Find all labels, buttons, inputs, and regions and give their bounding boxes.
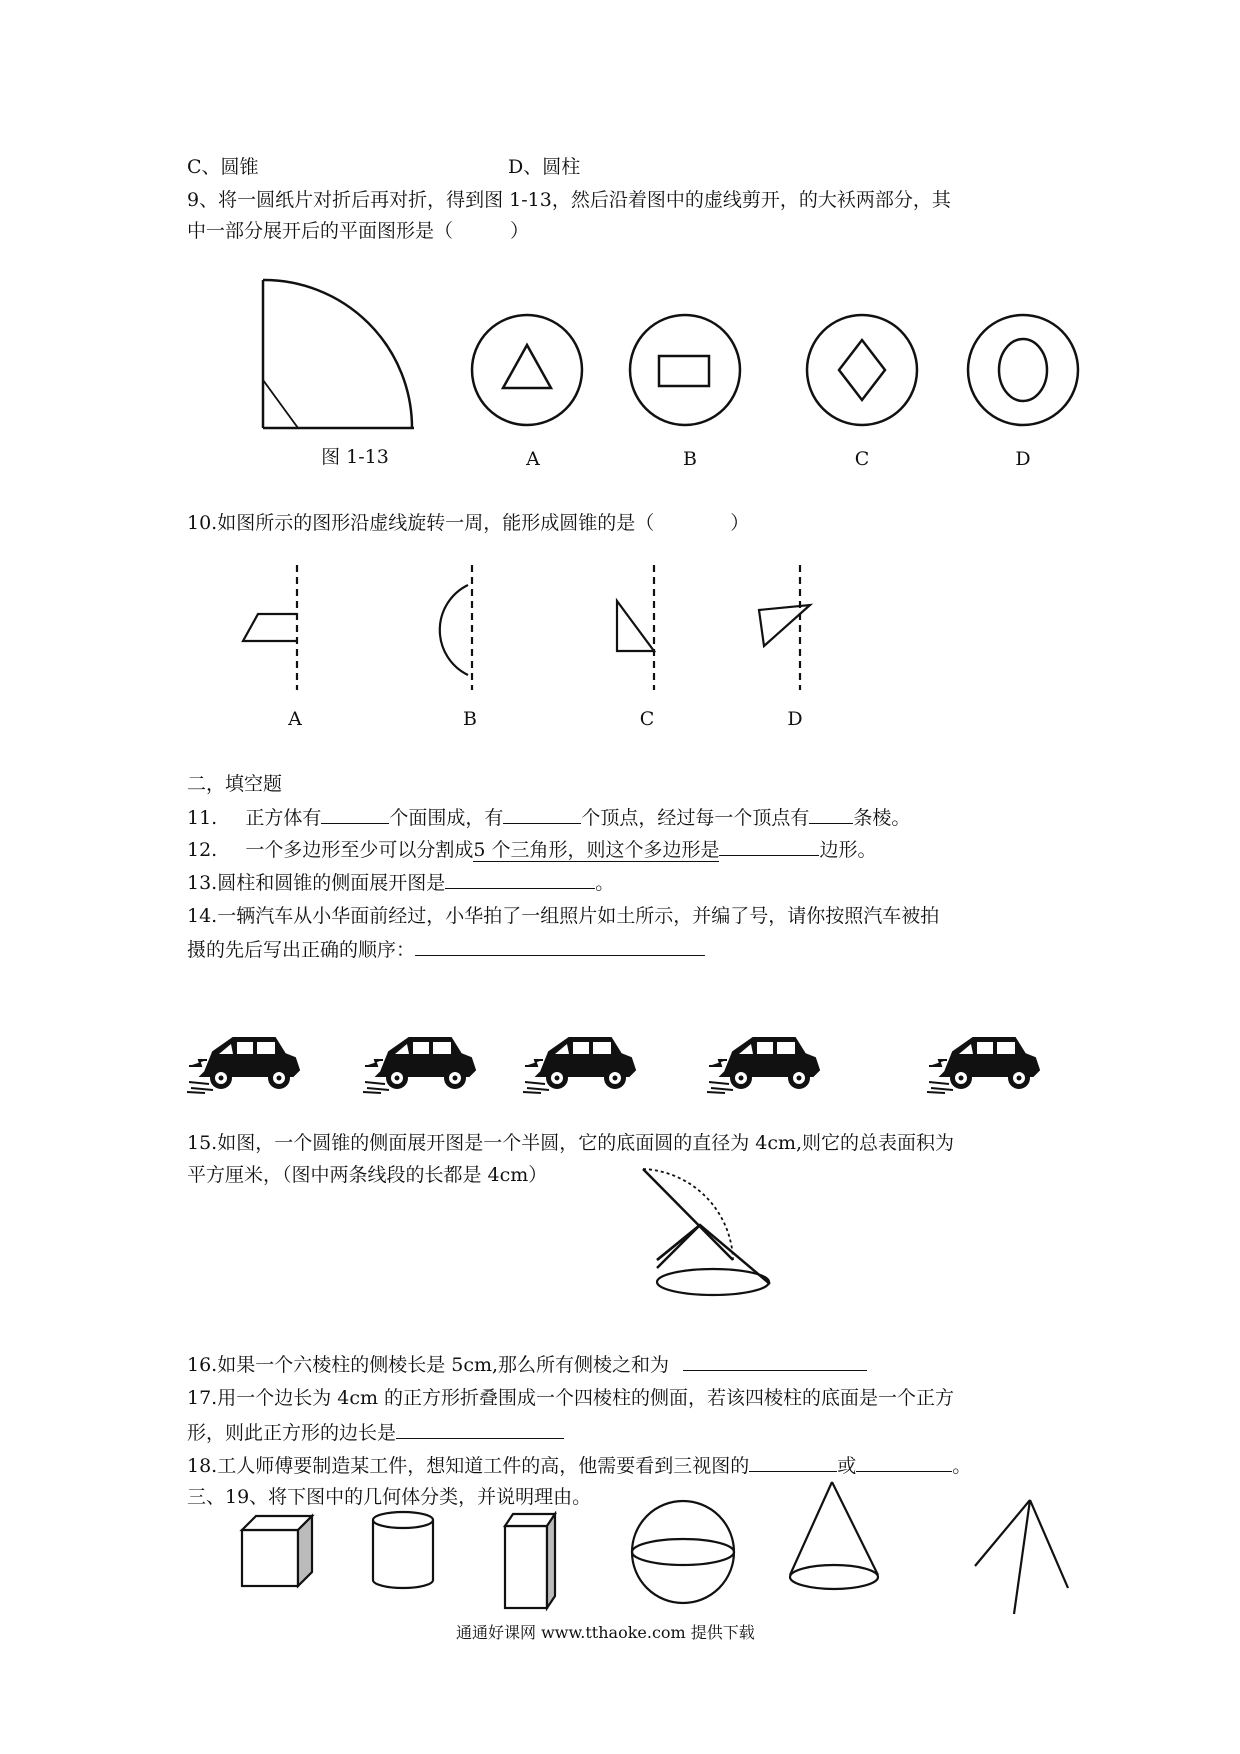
q10-label-a: A bbox=[288, 708, 302, 730]
section3-q19: 三、19、将下图中的几何体分类，并说明理由。 bbox=[187, 1486, 592, 1508]
car-photo-3 bbox=[523, 1038, 635, 1093]
q9-label-fig: 图 1-13 bbox=[321, 446, 389, 468]
q9-option-d-figure bbox=[968, 315, 1078, 425]
q11-part4: 条棱。 bbox=[853, 807, 911, 829]
q11-part3: 个顶点，经过每一个顶点有 bbox=[581, 807, 810, 829]
q9-line1: 9、将一圆纸片对折后再对折，得到图 1-13，然后沿着图中的虚线剪开，的大袄两部分，其 bbox=[187, 189, 951, 211]
q9-line2: 中一部分展开后的平面图形是（ ） bbox=[187, 220, 530, 242]
q17-line2-text: 形，则此正方形的边长是 bbox=[187, 1422, 397, 1444]
q10-option-b-figure bbox=[440, 565, 472, 690]
q11-part2: 个面围成，有 bbox=[389, 807, 504, 829]
q17-line1: 17.用一个边长为 4cm 的正方形折叠围成一个四棱柱的侧面，若该四棱柱的底面是一个正方 bbox=[187, 1387, 955, 1409]
q10-option-a-figure bbox=[243, 565, 297, 690]
q19-cone bbox=[790, 1482, 878, 1589]
q8-option-d: D、圆柱 bbox=[508, 156, 581, 178]
section2-title: 二，填空题 bbox=[187, 773, 283, 795]
q9-label-d: D bbox=[1015, 448, 1031, 470]
q16-text: 16.如果一个六棱柱的侧棱长是 5cm,那么所有侧棱之和为 bbox=[187, 1354, 670, 1376]
q19-open-lines-figure bbox=[975, 1500, 1068, 1614]
q18-part3: 。 bbox=[952, 1455, 972, 1477]
q12-part3: 边形。 bbox=[819, 839, 877, 861]
footer-text: 通通好课网 www.tthaoke.com 提供下载 bbox=[456, 1623, 755, 1642]
q15-cone-figure bbox=[643, 1169, 770, 1295]
q19-rectangular-prism bbox=[505, 1514, 555, 1608]
q10-text: 10.如图所示的图形沿虚线旋转一周，能形成圆锥的是（ ） bbox=[187, 512, 750, 534]
car-photo-4 bbox=[707, 1038, 819, 1093]
q18-part1: 18.工人师傅要制造某工件，想知道工件的高，他需要看到三视图的 bbox=[187, 1455, 750, 1477]
q11-part1: 正方体有 bbox=[245, 807, 322, 829]
q10-label-b: B bbox=[463, 708, 477, 730]
q9-label-b: B bbox=[683, 448, 697, 470]
figure-1-13-quarter-circle bbox=[263, 280, 414, 428]
q14-line2-text: 摄的先后写出正确的顺序： bbox=[187, 939, 416, 961]
q19-cylinder bbox=[373, 1512, 433, 1588]
q11-num: 11. bbox=[187, 807, 218, 829]
car-photo-2 bbox=[363, 1038, 475, 1093]
q10-option-c-figure bbox=[617, 565, 654, 690]
q12-part2: 5 个三角形，则这个多边形是 bbox=[473, 839, 720, 861]
q9-label-a: A bbox=[526, 448, 540, 470]
q14-car-photos bbox=[187, 1038, 1039, 1093]
q9-option-c-figure bbox=[807, 315, 917, 425]
q18-part2: 或 bbox=[837, 1455, 857, 1477]
car-photo-1 bbox=[187, 1038, 299, 1093]
q10-label-d: D bbox=[787, 708, 803, 730]
q19-sphere bbox=[632, 1501, 734, 1603]
q10-label-c: C bbox=[639, 708, 655, 730]
q19-cube bbox=[242, 1516, 312, 1586]
q14-line1: 14.一辆汽车从小华面前经过，小华拍了一组照片如土所示，并编了号，请你按照汽车被拍 bbox=[187, 905, 940, 927]
q12-num: 12. bbox=[187, 839, 218, 861]
q8-option-c: C、圆锥 bbox=[187, 156, 259, 178]
q10-option-d-figure bbox=[759, 565, 810, 690]
car-photo-5 bbox=[927, 1038, 1039, 1093]
q12-part1: 一个多边形至少可以分割成 bbox=[245, 839, 474, 861]
q9-label-c: C bbox=[854, 448, 870, 470]
q13-part1: 13.圆柱和圆锥的侧面展开图是 bbox=[187, 872, 446, 894]
q9-option-b-figure bbox=[630, 315, 740, 425]
q13-part2: 。 bbox=[595, 872, 615, 894]
q9-option-a-figure bbox=[472, 315, 582, 425]
q15-line2: 平方厘米，（图中两条线段的长都是 4cm） bbox=[187, 1164, 548, 1186]
q15-line1: 15.如图，一个圆锥的侧面展开图是一个半圆，它的底面圆的直径为 4cm,则它的总表面积为 bbox=[187, 1132, 955, 1154]
